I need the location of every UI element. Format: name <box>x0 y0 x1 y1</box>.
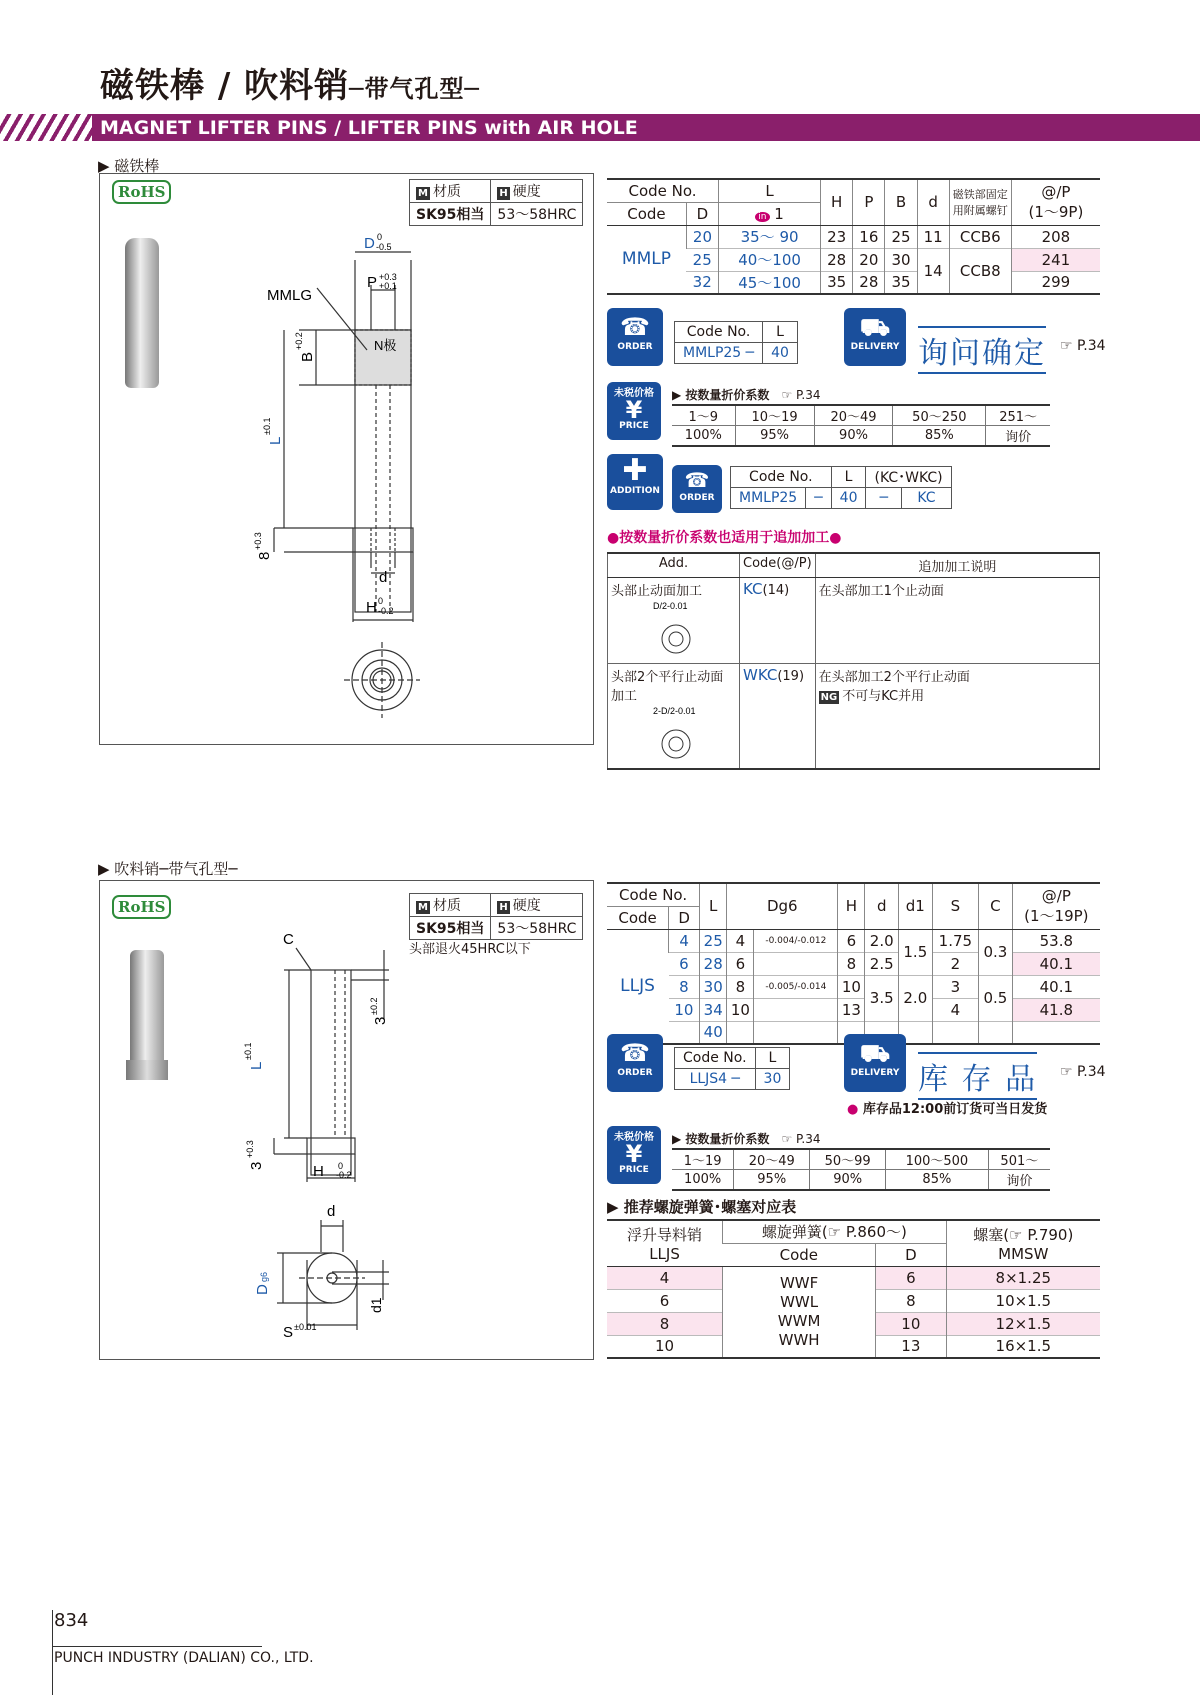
addition-icon: ✚ ADDITION <box>607 454 663 510</box>
svg-text:D/2-0.01: D/2-0.01 <box>653 601 688 611</box>
mmlp-spec-table: Code No. L H P B d 磁铁部固定用附属螺钉 @/P (1～9P) Code D in 1 MMLP 20 35～ 90 23 16 25 11 CCB6 208 25 40～100 28 20 30 14 CCB8 241 32 45～100 35 28 35 299 <box>607 178 1100 295</box>
rohs-badge: RoHS <box>112 180 171 204</box>
price-icon-2: 未税价格 ¥ PRICE <box>607 1126 661 1184</box>
hardness-note: 头部退火45HRC以下 <box>409 942 531 957</box>
price-title: ▶ 按数量折价系数 ☞ P.34 <box>672 388 821 402</box>
svg-text:d: d <box>327 1203 336 1220</box>
svg-text:d1: d1 <box>368 1297 384 1313</box>
svg-text:±0.1: ±0.1 <box>262 417 272 435</box>
title-banner <box>0 114 1200 141</box>
company-name: PUNCH INDUSTRY (DALIAN) CO., LTD. <box>54 1650 314 1666</box>
wkc-diagram <box>611 704 696 762</box>
svg-text:B: B <box>299 351 316 362</box>
price-discount-table: 1～9 10～19 20～49 50～250 251～ 100% 95% 90% 85% 询价 <box>672 404 1050 447</box>
subtitle-en: MAGNET LIFTER PINS / LIFTER PINS with AIR HOLE <box>100 117 638 139</box>
spring-table-title: ▶ 推荐螺旋弹簧･螺塞对应表 <box>607 1198 797 1216</box>
svg-text:+0.1: +0.1 <box>379 281 397 291</box>
svg-text:D: D <box>254 1284 271 1295</box>
svg-text:-0.2: -0.2 <box>378 606 394 616</box>
section2-heading: ▶ 吹料销─带气孔型─ <box>98 860 238 878</box>
delivery-status: 询问确定 <box>918 326 1046 374</box>
svg-text:-0.2: -0.2 <box>336 1170 352 1180</box>
order-icon: ☎ ORDER <box>607 308 663 366</box>
svg-text:+0.3: +0.3 <box>253 532 263 550</box>
spring-table: 浮升导料销 LLJS 螺旋弹簧(☞ P.860～) 螺塞(☞ P.790) MMSW Code D 4 WWF WWL WWM WWH 6 8×1.25 6 8 10×1.5 8 10 12×1.5 10 13 16×1.5 <box>607 1219 1100 1359</box>
code-mmlp: MMLP <box>607 225 686 294</box>
delivery-ref: ☞ P.34 <box>1060 338 1106 354</box>
svg-text:L: L <box>267 436 284 445</box>
svg-text:C: C <box>283 931 294 948</box>
price-title-2: ▶ 按数量折价系数 ☞ P.34 <box>672 1132 821 1146</box>
svg-text:0: 0 <box>377 232 383 242</box>
svg-text:L: L <box>248 1061 265 1070</box>
magnet-pin-diagram <box>99 230 594 740</box>
order-icon-3: ☎ ORDER <box>607 1034 663 1092</box>
page-number: 834 <box>54 1610 89 1631</box>
mmlg-label: MMLG <box>267 287 312 304</box>
order-icon-2: ☎ ORDER <box>672 465 722 513</box>
svg-text:P: P <box>367 274 378 291</box>
addition-note: ●按数量折价系数也适用于追加加工● <box>607 530 842 546</box>
addition-order-example: Code No. L (KC･WKC) MMLP25 ─ 40 ─ KC <box>730 466 952 509</box>
material-table: M 材质 H 硬度 SK95相当 53～58HRC <box>409 179 583 226</box>
svg-text:S: S <box>283 1324 294 1341</box>
svg-text:±0.01: ±0.01 <box>294 1322 317 1332</box>
addition-table: Add. Code(@/P) 追加加工说明 头部止动面加工 D/2-0.01 KC(14) 在头部加工1个止动面 头部2个平行止动面加工 2-D/2-0.01 WKC(19) 在头部加工2个平行止动面 NG 不可与KC并用 <box>607 552 1100 770</box>
npole-label: N极 <box>374 338 397 353</box>
svg-text:3: 3 <box>372 1016 389 1025</box>
svg-text:H: H <box>313 1163 324 1180</box>
order-example-2: Code No. L LLJS4 ─ 30 <box>674 1047 790 1090</box>
order-example: Code No. L MMLP25 ─ 40 <box>674 321 798 364</box>
svg-text:2-D/2-0.01: 2-D/2-0.01 <box>653 706 696 716</box>
svg-text:8: 8 <box>256 551 273 560</box>
kc-diagram <box>611 599 691 657</box>
svg-text:+0.3: +0.3 <box>245 1140 255 1158</box>
svg-text:d: d <box>379 569 388 586</box>
svg-text:0: 0 <box>378 596 384 606</box>
rohs-badge-2: RoHS <box>112 895 171 919</box>
svg-text:3: 3 <box>248 1161 265 1170</box>
page-title: 磁铁棒 / 吹料销─带气孔型─ <box>100 66 480 106</box>
delivery-ref-2: ☞ P.34 <box>1060 1064 1106 1080</box>
delivery-icon: ⛟ DELIVERY <box>844 308 906 366</box>
price-icon: 未税价格 ¥ PRICE <box>607 382 661 440</box>
delivery-icon-2: ⛟ DELIVERY <box>844 1034 906 1092</box>
lljs-spec-table: Code No. L Dg6 H d d1 S C @/P (1～19P) Code D LLJS 4 25 4 -0.004/-0.012 6 2.0 1.5 1.75 0.3 53.8 6 28 6 8 2.5 2 40.1 8 30 8 -0.005/-0.014 10 3.5 2.0 3 0.5 40.1 10 34 10 13 4 41.8 40 <box>607 882 1100 1045</box>
delivery-status-2: 库 存 品 <box>918 1052 1037 1100</box>
code-lljs: LLJS <box>607 929 669 1044</box>
svg-text:D: D <box>364 235 375 252</box>
svg-text:H: H <box>366 599 377 616</box>
svg-text:+0.3: +0.3 <box>379 272 397 282</box>
svg-text:0: 0 <box>338 1161 344 1171</box>
section1-heading: ▶ 磁铁棒 <box>98 157 160 175</box>
svg-text:±0.2: ±0.2 <box>369 997 379 1015</box>
svg-text:+0.2: +0.2 <box>294 332 304 350</box>
svg-text:±0.1: ±0.1 <box>243 1042 253 1060</box>
svg-text:-0.5: -0.5 <box>376 242 392 252</box>
price-discount-table-2: 1～19 20～49 50～99 100～500 501～ 100% 95% 90% 85% 询价 <box>672 1148 1050 1191</box>
svg-text:g6: g6 <box>259 1271 269 1282</box>
lifter-pin-diagram <box>99 930 594 1350</box>
material-table-2: M 材质 H 硬度 SK95相当 53～58HRC <box>409 893 583 940</box>
stock-note: ● 库存品12:00前订货可当日发货 <box>847 1102 1048 1117</box>
